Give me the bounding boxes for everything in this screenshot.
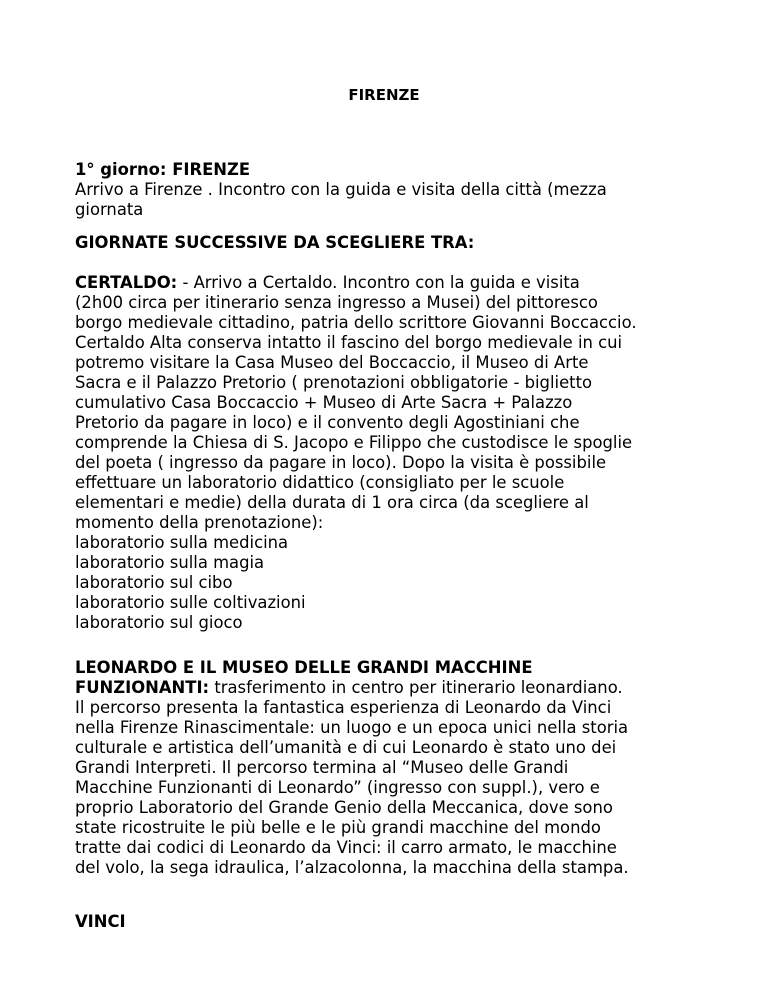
document-title: FIRENZE xyxy=(348,86,420,104)
certaldo-line: elementari e medie) della durata di 1 ora circa (da scegliere al xyxy=(75,493,589,512)
leonardo-line: Grandi Interpreti. Il percorso termina al “Museo delle Grandi xyxy=(75,758,569,777)
leonardo-line: state ricostruite le più belle e le più grandi macchine del mondo xyxy=(75,818,601,837)
leonardo-line: nella Firenze Rinascimentale: un luogo e un epoca unici nella storia xyxy=(75,718,629,737)
certaldo-line: Sacra e il Palazzo Pretorio ( prenotazioni obbligatorie - biglietto xyxy=(75,373,593,392)
leonardo-line: culturale e artistica dell’umanità e di cui Leonardo è stato uno dei xyxy=(75,738,617,757)
certaldo-line: Certaldo Alta conserva intatto il fascino del borgo medievale in cui xyxy=(75,333,623,352)
vinci-heading: VINCI xyxy=(75,912,126,931)
leonardo-second-line-text: trasferimento in centro per itinerario leonardiano. xyxy=(209,678,623,697)
certaldo-line: cumulativo Casa Boccaccio + Museo di Arte Sacra + Palazzo xyxy=(75,393,573,412)
certaldo-line: effettuare un laboratorio didattico (consigliato per le scuole xyxy=(75,473,565,492)
day1-section xyxy=(75,160,715,220)
certaldo-line: potremo visitare la Casa Museo del Boccaccio, il Museo di Arte xyxy=(75,353,589,372)
certaldo-line: del poeta ( ingresso da pagare in loco). Dopo la visita è possibile xyxy=(75,453,607,472)
lab-item-cibo: laboratorio sul cibo xyxy=(75,573,233,592)
certaldo-first-line xyxy=(75,273,715,293)
certaldo-line: momento della prenotazione): xyxy=(75,513,324,532)
certaldo-line: Pretorio da pagare in loco) e il convento degli Agostiniani che xyxy=(75,413,580,432)
leonardo-heading-line1: LEONARDO E IL MUSEO DELLE GRANDI MACCHINE xyxy=(75,658,533,677)
lab-item-coltivazioni: laboratorio sulle coltivazioni xyxy=(75,593,306,612)
leonardo-line: proprio Laboratorio del Grande Genio della Meccanica, dove sono xyxy=(75,798,613,817)
leonardo-line: del volo, la sega idraulica, l’alzacolonna, la macchina della stampa. xyxy=(75,858,629,877)
leonardo-section xyxy=(75,658,715,878)
leonardo-line: Macchine Funzionanti di Leonardo” (ingresso con suppl.), vero e xyxy=(75,778,600,797)
leonardo-line: tratte dai codici di Leonardo da Vinci: il carro armato, le macchine xyxy=(75,838,617,857)
leonardo-line: Il percorso presenta la fantastica esperienza di Leonardo da Vinci xyxy=(75,698,612,717)
certaldo-first-line-text: - Arrivo a Certaldo. Incontro con la guida e visita xyxy=(177,273,580,292)
leonardo-heading-line2: FUNZIONANTI: xyxy=(75,678,210,697)
certaldo-line: comprende la Chiesa di S. Jacopo e Filippo che custodisce le spoglie xyxy=(75,433,633,452)
day1-line-1: Arrivo a Firenze . Incontro con la guida e visita della città (mezza xyxy=(75,180,607,199)
day1-line-2: giornata xyxy=(75,200,144,219)
lab-item-magia: laboratorio sulla magia xyxy=(75,553,265,572)
day1-heading: 1° giorno: FIRENZE xyxy=(75,160,251,179)
choose-heading: GIORNATE SUCCESSIVE DA SCEGLIERE TRA: xyxy=(75,233,475,252)
certaldo-line: (2h00 circa per itinerario senza ingresso a Musei) del pittoresco xyxy=(75,293,598,312)
certaldo-section xyxy=(75,273,715,633)
leonardo-second-line xyxy=(75,678,715,698)
certaldo-label: CERTALDO: xyxy=(75,273,178,292)
certaldo-line: borgo medievale cittadino, patria dello scrittore Giovanni Boccaccio. xyxy=(75,313,637,332)
lab-item-medicina: laboratorio sulla medicina xyxy=(75,533,289,552)
lab-item-gioco: laboratorio sul gioco xyxy=(75,613,243,632)
